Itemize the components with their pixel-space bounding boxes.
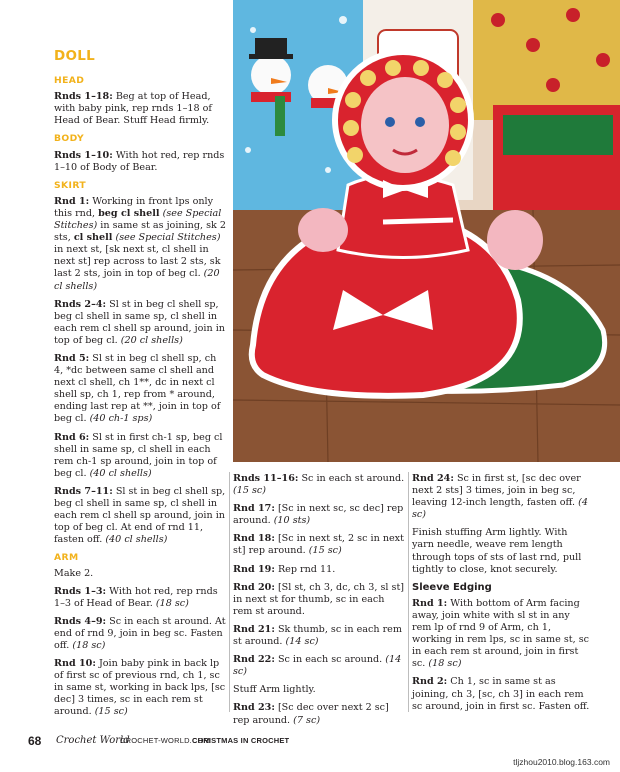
instruction-arm-rnd21: Rnd 21: Sk thumb, sc in each rem st around. (14 sc) <box>233 623 402 648</box>
instruction-body: Rnds 1–10: With hot red, rep rnds 1–10 of Body of Bear. <box>54 149 225 173</box>
instruction-sleeve-rnd2: Rnd 2: Ch 1, sc in same st as joining, ch 3, [sc, ch 3] in each rem sc around, join in first sc. Fasten off. <box>412 676 590 712</box>
instruction-arm-rnd11-16: Rnds 11–16: Sc in each st around. (15 sc) <box>233 473 405 497</box>
column-divider <box>229 472 230 712</box>
doll-photo <box>233 0 620 462</box>
magazine-site: CROCHET-WORLD.COM <box>120 736 211 745</box>
column-right <box>412 473 592 719</box>
magazine-name: Crochet World <box>56 735 130 746</box>
subhead-body: BODY <box>54 133 85 145</box>
instruction-skirt-rnd1: Rnd 1: Working in front lps only this rnd, beg cl shell (see Special Stitches) in same st as joining, sk 2 sts, cl shell (see Special Stitches) in next st, [sk next st, cl shell in next st] rep across to last 2 sts, sk last 2 sts, join in top of beg cl. (20 cl shells) <box>54 195 226 292</box>
issue-title: CHRISTMAS IN CROCHET <box>192 736 290 745</box>
instruction-arm-rnd22: Rnd 22: Sc in each sc around. (14 sc) <box>233 654 402 678</box>
instruction-skirt-rnd2-4: Rnds 2–4: Sl st in beg cl shell sp, beg cl shell in same sp, cl shell in each rem cl shell sp around, join in top of beg cl. (20 cl shells) <box>54 298 225 346</box>
subhead-skirt: SKIRT <box>54 179 87 191</box>
column-divider <box>408 472 409 712</box>
subhead-sleeve-edging: Sleeve Edging <box>412 581 492 593</box>
watermark: tljzhou2010.blog.163.com <box>513 757 610 767</box>
instruction-arm-stuff: Stuff Arm lightly. <box>233 684 316 696</box>
instruction-arm-rnd17: Rnd 17: [Sc in next sc, sc dec] rep around. (10 sts) <box>233 503 404 527</box>
instruction-arm-rnd4-9: Rnds 4–9: Sc in each st around. At end of rnd 9, join in beg sc. Fasten off. (18 sc) <box>54 615 226 651</box>
doll-illustration <box>233 0 620 462</box>
instruction-arm-finish: Finish stuffing Arm lightly. With yarn needle, weave rem length through tops of sts of last rnd, pull tightly to close, knot securely. <box>412 527 582 575</box>
instruction-sleeve-rnd1: Rnd 1: With bottom of Arm facing away, join white with sl st in any rem lp of rnd 9 of Arm, ch 1, working in rem lps, sc in same st, sc in each rem st around, join in first sc. (18 sc) <box>412 597 590 670</box>
instruction-skirt-rnd7-11: Rnds 7–11: Sl st in beg cl shell sp, beg cl shell in same sp, cl shell in each rem cl shell sp around, join in top of beg cl. At end of rnd 11, fasten off. (40 cl shells) <box>54 485 226 546</box>
instruction-head: Rnds 1–18: Beg at top of Head, with baby pink, rep rnds 1–18 of Head of Bear. Stuff Head firmly. <box>54 91 212 127</box>
waist-ribbon <box>383 220 453 222</box>
doll-face <box>361 77 449 173</box>
column-middle <box>233 473 405 733</box>
gift-box-band <box>503 115 613 155</box>
instruction-arm-rnd1-3: Rnds 1–3: With hot red, rep rnds 1–3 of Head of Bear. (18 sc) <box>54 585 218 609</box>
eye-right <box>415 117 425 127</box>
instruction-arm-rnd10: Rnd 10: Join baby pink in back lp of first sc of previous rnd, ch 1, sc in same st, working in back lps, [sc dec] 3 times, sc in each rem st around. (15 sc) <box>54 658 226 718</box>
right-arm <box>487 210 543 270</box>
instruction-arm-make: Make 2. <box>54 568 94 580</box>
instruction-arm-rnd23: Rnd 23: [Sc dec over next 2 sc] rep around. (7 sc) <box>233 702 389 726</box>
column-left <box>54 50 226 725</box>
instruction-arm-rnd19: Rnd 19: Rep rnd 11. <box>233 563 336 575</box>
eye-left <box>385 117 395 127</box>
instruction-arm-rnd24: Rnd 24: Sc in first st, [sc dec over next 2 sts] 3 times, join in beg sc, leaving 12-inch length, fasten off. (4 sc) <box>412 473 588 521</box>
subhead-arm: ARM <box>54 552 79 564</box>
page-number: 68 <box>28 734 42 748</box>
instruction-arm-rnd20: Rnd 20: [Sl st, ch 3, dc, ch 3, sl st] in next st for thumb, sc in each rem st around. <box>233 581 405 617</box>
instruction-skirt-rnd6: Rnd 6: Sl st in first ch-1 sp, beg cl shell in same sp, cl shell in each rem ch-1 sp around, join in top of beg cl. (40 cl shells) <box>54 431 223 479</box>
section-title: DOLL <box>54 48 96 64</box>
instruction-skirt-rnd5: Rnd 5: Sl st in beg cl shell sp, ch 4, *dc between same cl shell and next cl shell, ch 1**, dc in next cl shell sp, ch 1, rep from * around, ending last rep at **, join in top of beg cl. (40 ch-1 sps) <box>54 352 221 425</box>
subhead-head: HEAD <box>54 75 85 87</box>
instruction-arm-rnd18: Rnd 18: [Sc in next st, 2 sc in next st] rep around. (15 sc) <box>233 533 404 557</box>
left-arm <box>298 208 348 252</box>
